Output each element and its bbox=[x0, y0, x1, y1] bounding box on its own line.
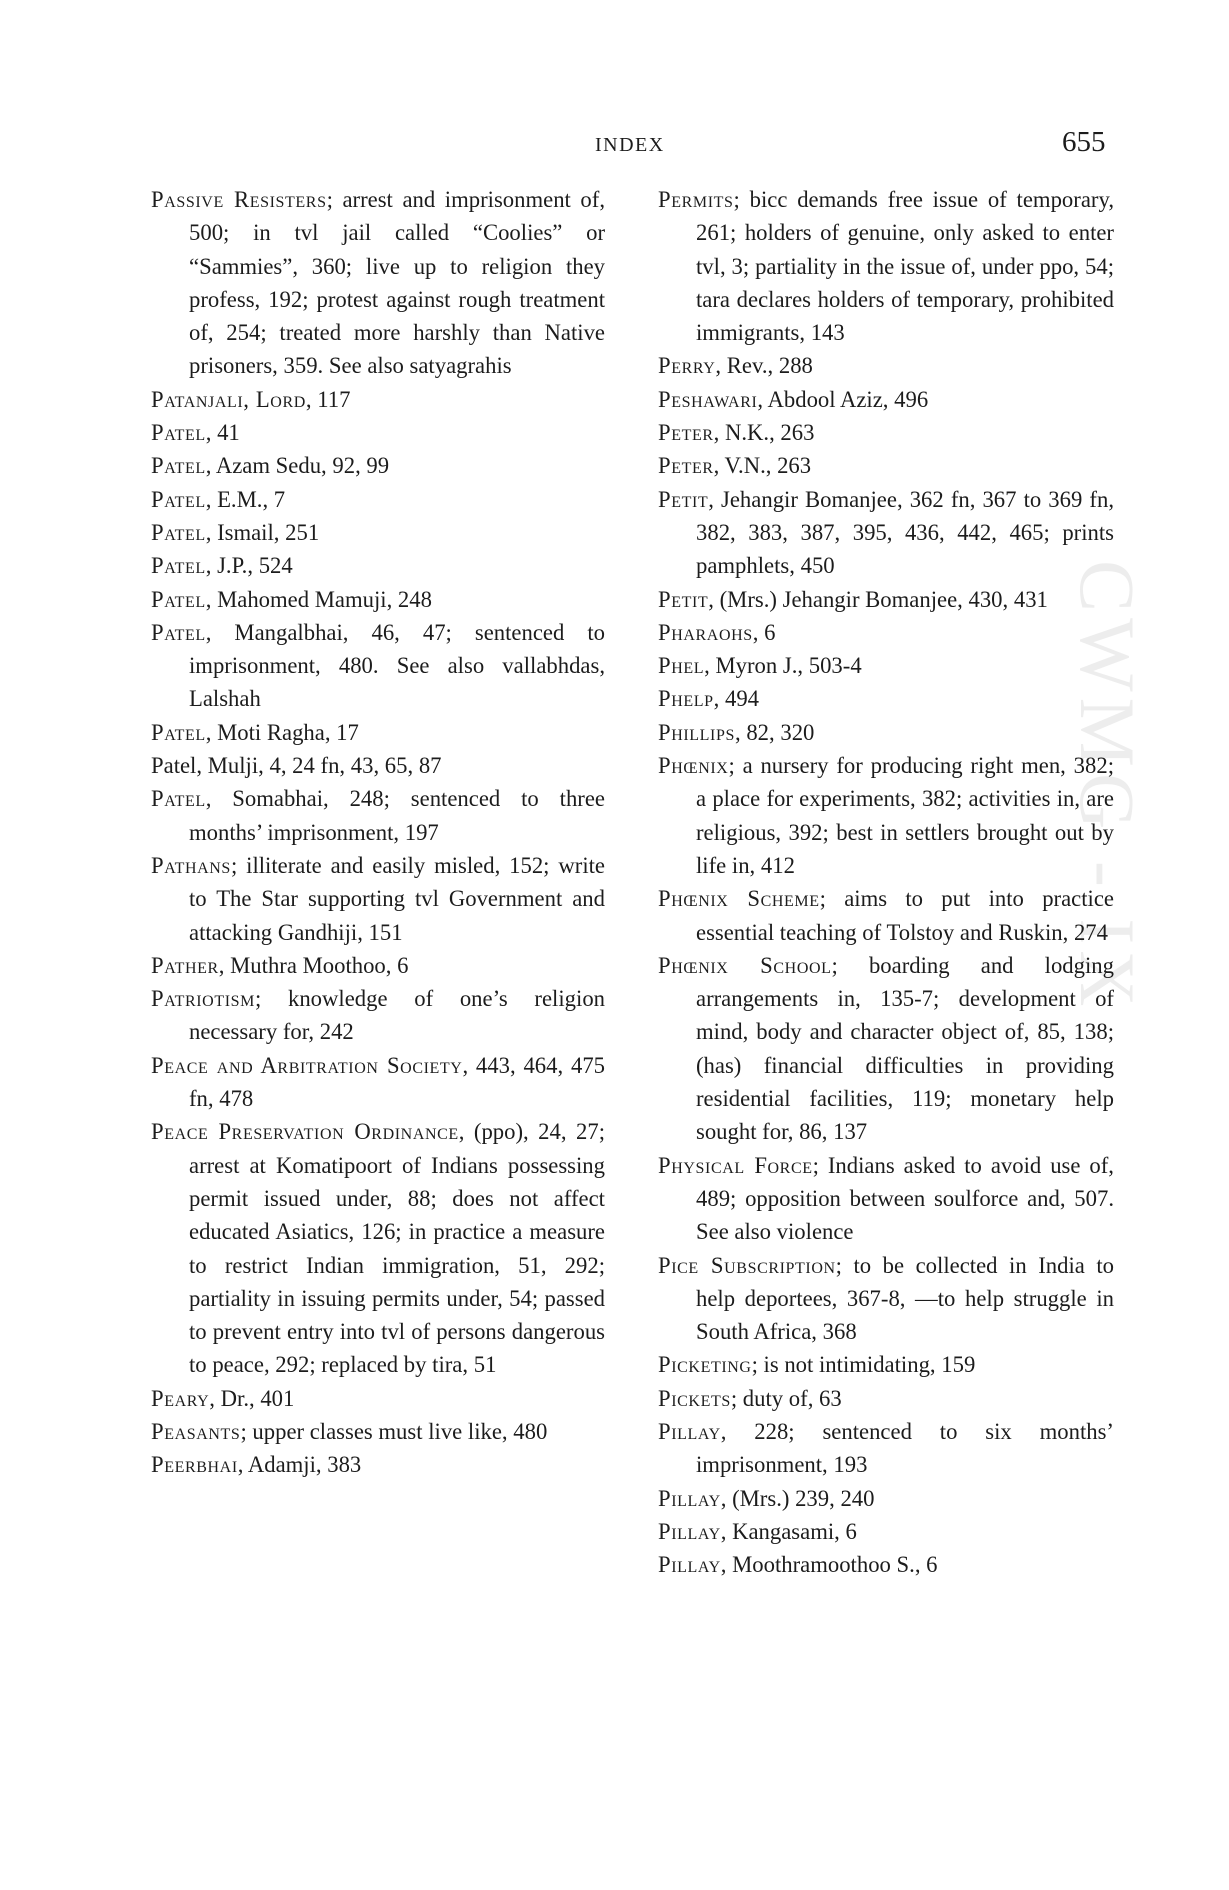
entry-heading: Phel bbox=[658, 653, 705, 679]
entry-heading: Passive Resisters bbox=[151, 187, 327, 212]
index-entry bbox=[151, 549, 605, 582]
index-entry bbox=[658, 749, 1114, 882]
entry-text: ; duty of, 63 bbox=[730, 1385, 842, 1411]
entry-text: ; a nursery for producing right men, 382; a place for experiments, 382; activities in, are religious, 392; best in settlers brought out by life in, 412 bbox=[696, 753, 1114, 878]
entry-text: , 6 bbox=[752, 619, 776, 645]
index-entry bbox=[151, 1415, 605, 1448]
entry-heading: Patel bbox=[151, 420, 206, 446]
entry-heading: Pather bbox=[151, 952, 219, 978]
entry-heading: Pillay bbox=[658, 1485, 721, 1511]
entry-heading: Peerbhai bbox=[151, 1452, 238, 1478]
index-entry bbox=[658, 1548, 1114, 1581]
index-entry bbox=[658, 1482, 1114, 1515]
entry-heading: Pillay bbox=[658, 1518, 721, 1544]
index-entry bbox=[151, 383, 605, 416]
entry-text: , Moti Ragha, 17 bbox=[205, 719, 359, 745]
index-entry bbox=[658, 349, 1114, 382]
entry-heading: Patel bbox=[151, 786, 206, 812]
page-number: 655 bbox=[1062, 126, 1106, 158]
entry-heading: Peter bbox=[658, 420, 714, 446]
index-entry bbox=[658, 583, 1114, 616]
index-column-left bbox=[151, 183, 605, 1482]
entry-heading: Petit bbox=[658, 486, 709, 512]
entry-heading: Patel bbox=[151, 719, 206, 745]
index-entry bbox=[658, 1348, 1114, 1381]
entry-text: , Jehangir Bomanjee, 362 fn, 367 to 369 fn, 382, 383, 387, 395, 436, 442, 465; prints pamphlets, 450 bbox=[696, 486, 1114, 579]
entry-text: ; illiterate and easily misled, 152; write to The Star supporting tvl Government and attacking Gandhiji, 151 bbox=[189, 852, 605, 945]
index-entry bbox=[658, 383, 1114, 416]
index-entry bbox=[658, 616, 1114, 649]
entry-heading: Pillay bbox=[658, 1418, 721, 1444]
entry-heading: Peary bbox=[151, 1385, 210, 1411]
entry-text: , Kangasami, 6 bbox=[720, 1518, 857, 1544]
entry-heading: Phelp bbox=[658, 686, 714, 712]
entry-text: , (ppo), 24, 27; arrest at Komatipoort of Indians possessing permit issued under, 88; does not affect educated Asiatics, 126; in practice a measure to restrict Indian immigration, 51, 292; partiality in issuing permits under, 54; passed to prevent entry into tvl of persons dangerous to peace, 292; replaced by tira, 51 bbox=[189, 1119, 605, 1378]
entry-text: , N.K., 263 bbox=[713, 420, 815, 446]
entry-heading: Pice Subscription bbox=[658, 1252, 836, 1278]
entry-heading: Phœnix bbox=[658, 753, 729, 779]
index-entry bbox=[151, 416, 605, 449]
index-entry bbox=[151, 516, 605, 549]
index-entry bbox=[151, 849, 605, 949]
entry-text: , 443, 464, 475 fn, 478 bbox=[189, 1052, 606, 1112]
index-entry bbox=[658, 449, 1114, 482]
index-entry bbox=[658, 483, 1114, 583]
entry-text: , 82, 320 bbox=[734, 719, 815, 745]
entry-text: , 228; sentenced to six months’ imprisonment, 193 bbox=[696, 1418, 1114, 1478]
entry-heading: Patriotism bbox=[151, 986, 255, 1012]
entry-text: , Azam Sedu, 92, 99 bbox=[205, 453, 390, 479]
entry-heading: Pickets bbox=[658, 1385, 731, 1411]
entry-heading: Petit bbox=[658, 586, 709, 612]
entry-text: ; upper classes must live like, 480 bbox=[240, 1418, 548, 1444]
entry-text: , E.M., 7 bbox=[205, 486, 286, 512]
entry-heading: Peace and Arbitration Society bbox=[151, 1052, 463, 1078]
entry-text: , Adamji, 383 bbox=[237, 1452, 362, 1478]
entry-text: , Rev., 288 bbox=[715, 353, 813, 379]
entry-heading: Patel bbox=[151, 586, 206, 612]
entry-heading: Picketing bbox=[658, 1352, 752, 1378]
index-entry bbox=[151, 483, 605, 516]
index-entry bbox=[151, 949, 605, 982]
entry-text: , Muthra Moothoo, 6 bbox=[218, 952, 409, 978]
entry-text: , J.P., 524 bbox=[205, 553, 293, 579]
index-entry bbox=[658, 682, 1114, 715]
index-entry bbox=[151, 583, 605, 616]
entry-text: Patel, Mulji, 4, 24 fn, 43, 65, 87 bbox=[151, 753, 442, 779]
entry-text: ; bicc demands free issue of temporary, 261; holders of genuine, only asked to enter tvl, 3; partiality in the issue of, under ppo, 54; tara declares holders of temporary, prohibited immigrants, 143 bbox=[696, 187, 1114, 346]
entry-heading: Phœnix School bbox=[658, 952, 832, 978]
entry-text: , Dr., 401 bbox=[209, 1385, 295, 1411]
entry-text: , 41 bbox=[205, 420, 240, 446]
entry-heading: Pillay bbox=[658, 1552, 721, 1578]
index-entry bbox=[151, 982, 605, 1049]
running-header: INDEX bbox=[595, 134, 665, 156]
index-entry bbox=[658, 1249, 1114, 1349]
entry-heading: Pharaohs bbox=[658, 619, 753, 645]
entry-text: , Moothramoothoo S., 6 bbox=[720, 1552, 938, 1578]
entry-text: , Ismail, 251 bbox=[205, 519, 320, 545]
index-entry bbox=[658, 882, 1114, 949]
entry-text: , Mahomed Mamuji, 248 bbox=[205, 586, 432, 612]
entry-text: , (Mrs.) 239, 240 bbox=[720, 1485, 875, 1511]
entry-heading: Patel bbox=[151, 453, 206, 479]
index-entry bbox=[658, 183, 1114, 349]
entry-heading: Peasants bbox=[151, 1418, 241, 1444]
entry-text: , 117 bbox=[305, 386, 351, 412]
index-entry bbox=[151, 716, 605, 749]
entry-text: , Abdool Aziz, 496 bbox=[757, 386, 929, 412]
index-entry bbox=[658, 1149, 1114, 1249]
index-entry bbox=[658, 1415, 1114, 1482]
index-entry bbox=[151, 1382, 605, 1415]
index-entry bbox=[151, 1049, 605, 1116]
index-entry bbox=[151, 1448, 605, 1481]
entry-text: , V.N., 263 bbox=[713, 453, 812, 479]
index-entry bbox=[151, 749, 605, 782]
index-entry bbox=[151, 1115, 605, 1381]
watermark: CWMG - IX bbox=[1064, 560, 1151, 1013]
entry-heading: Phœnix Scheme bbox=[658, 886, 820, 912]
entry-text: , (Mrs.) Jehangir Bomanjee, 430, 431 bbox=[708, 586, 1048, 612]
entry-text: ; knowledge of one’s religion necessary for, 242 bbox=[189, 986, 605, 1045]
entry-heading: Patel bbox=[151, 519, 206, 545]
entry-text: ; aims to put into practice essential teaching of Tolstoy and Ruskin, 274 bbox=[696, 886, 1114, 945]
entry-heading: Physical Force bbox=[658, 1152, 813, 1178]
index-entry bbox=[658, 649, 1114, 682]
index-entry bbox=[658, 716, 1114, 749]
entry-text: ; Indians asked to avoid use of, 489; opposition between soulforce and, 507. See also violence bbox=[696, 1152, 1114, 1245]
index-entry bbox=[658, 949, 1114, 1149]
entry-heading: Peace Preservation Ordinance bbox=[151, 1119, 459, 1145]
entry-text: ; arrest and imprisonment of, 500; in tvl jail called “Coolies” or “Sammies”, 360; live up to religion they profess, 192; protest against rough treatment of, 254; treated more harshly than Native prisoners, 359. See also satyagrahis bbox=[189, 187, 605, 379]
entry-heading: Patel bbox=[151, 486, 206, 512]
entry-heading: Perry bbox=[658, 353, 716, 379]
entry-heading: Pathans bbox=[151, 852, 231, 878]
entry-heading: Patel bbox=[151, 553, 206, 579]
entry-text: ; boarding and lodging arrangements in, 135-7; development of mind, body and character object of, 85, 138; (has) financial difficulties in providing residential facilities, 119; monetary help sought for, 86, 137 bbox=[696, 952, 1114, 1145]
entry-text: ; to be collected in India to help deportees, 367-8, —to help struggle in South Africa, 368 bbox=[696, 1252, 1114, 1345]
entry-text: , 494 bbox=[713, 686, 759, 712]
entry-heading: Peter bbox=[658, 453, 714, 479]
entry-text: , Somabhai, 248; sentenced to three months’ imprisonment, 197 bbox=[189, 786, 605, 845]
entry-heading: Phillips bbox=[658, 719, 735, 745]
index-entry bbox=[658, 416, 1114, 449]
index-column-right bbox=[658, 183, 1114, 1581]
index-entry bbox=[151, 616, 605, 716]
index-entry bbox=[151, 782, 605, 849]
entry-text: ; is not intimidating, 159 bbox=[751, 1352, 976, 1378]
index-entry bbox=[151, 183, 605, 383]
entry-text: , Mangalbhai, 46, 47; sentenced to imprisonment, 480. See also vallabhdas, Lalshah bbox=[189, 619, 605, 712]
entry-heading: Patanjali, Lord bbox=[151, 386, 306, 412]
entry-text: , Myron J., 503-4 bbox=[704, 653, 862, 679]
entry-heading: Peshawari bbox=[658, 386, 758, 412]
index-entry bbox=[658, 1515, 1114, 1548]
entry-heading: Patel bbox=[151, 619, 206, 645]
index-entry bbox=[658, 1382, 1114, 1415]
index-entry bbox=[151, 449, 605, 482]
entry-heading: Permits bbox=[658, 187, 734, 212]
